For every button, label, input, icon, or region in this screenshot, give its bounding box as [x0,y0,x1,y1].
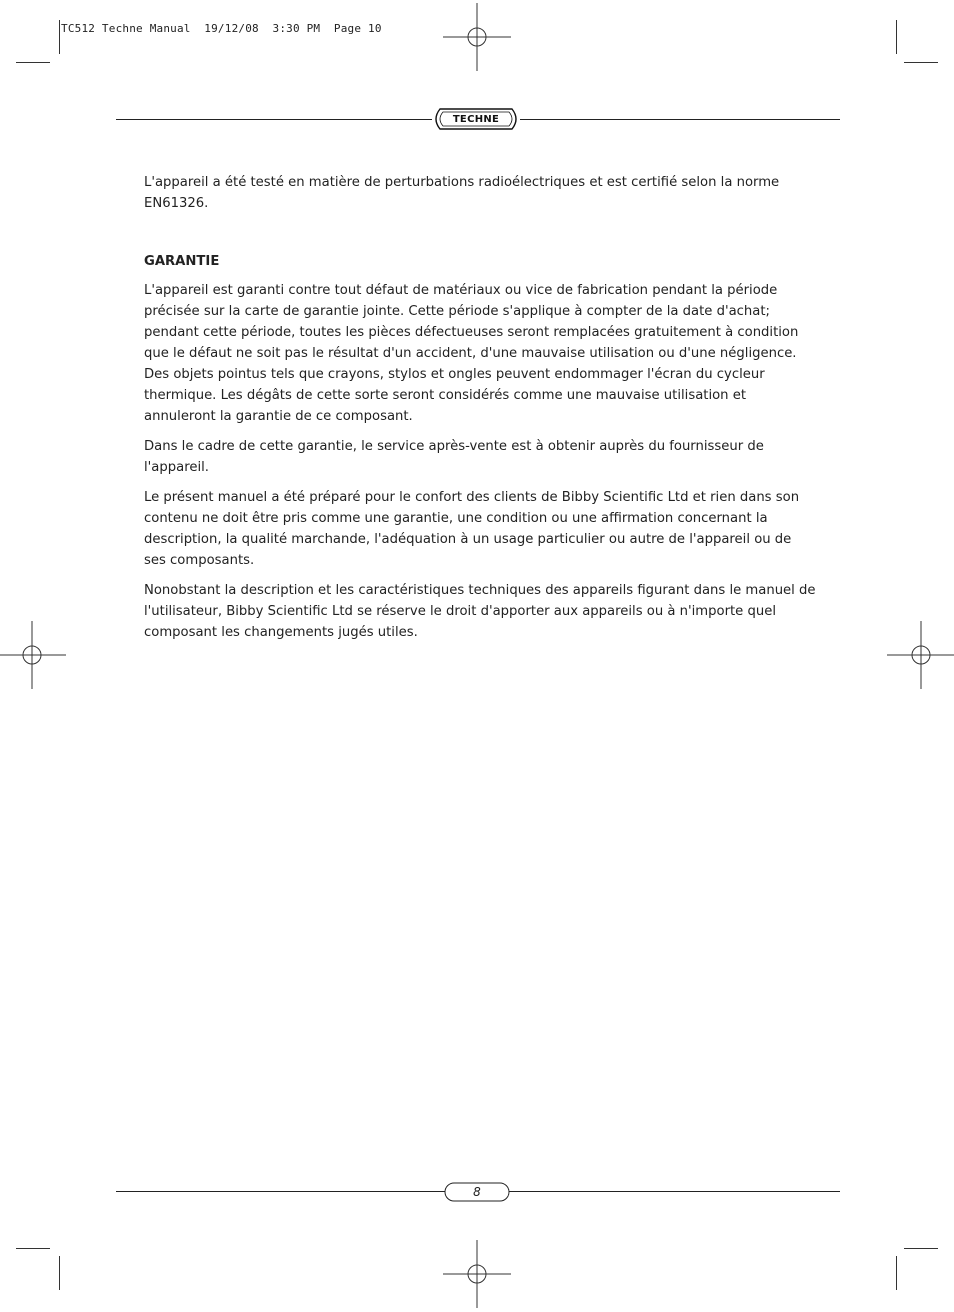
techne-logo [430,108,522,130]
crop-mark-bottom-right-v [896,1256,897,1290]
paragraph-4: Nonobstant la description et les caractéristiques techniques des appareils figurant dans le manuel de l'utilisateur, Bibby Scientific Ltd se réserve le droit d'apporter aux appareils ou à n'importe quel composant les changements jugés utiles. [144,583,816,640]
logo-text: TECHNE [452,113,500,125]
registration-mark-left [0,621,66,689]
crop-mark-top-left-h [16,62,50,63]
crop-mark-bottom-left-v [59,1256,60,1290]
header-rule-right [520,119,840,120]
registration-mark-top [443,3,511,71]
registration-mark-bottom [443,1240,511,1308]
crop-mark-bottom-right-h [904,1248,938,1249]
paragraph-3: Le présent manuel a été préparé pour le confort des clients de Bibby Scientific Ltd et rien dans son contenu ne doit être pris comme une garantie, une condition ou une affirmation concernant la description, la qualité marchande, l'adéquation à un usage particulier ou autre de l'appareil ou de ses composants. [144,490,800,568]
footer-rule-left [116,1191,446,1192]
print-slug: TC512 Techne Manual 19/12/08 3:30 PM Page 10 [61,22,382,35]
page-number: 8 [473,1185,481,1199]
registration-mark-right [887,621,954,689]
page-number-badge [444,1182,510,1202]
document-body [144,172,816,652]
header-rule-left [116,119,432,120]
paragraph-2: Dans le cadre de cette garantie, le service après-vente est à obtenir auprès du fournisseur de l'appareil. [144,439,764,475]
footer-rule-right [508,1191,840,1192]
intro-paragraph: L'appareil a été testé en matière de perturbations radioélectriques et est certifié selon la norme EN61326. [144,175,780,211]
crop-mark-top-left-v [59,20,60,54]
crop-mark-bottom-left-h [16,1248,50,1249]
crop-mark-top-right-v [896,20,897,54]
section-heading-garantie: GARANTIE [144,254,220,269]
crop-mark-top-right-h [904,62,938,63]
paragraph-1: L'appareil est garanti contre tout défaut de matériaux ou vice de fabrication pendant la période précisée sur la carte de garantie jointe. Cette période s'applique à compter de la date d'achat; pendant cette période, toutes les pièces défectueuses seront remplacées gratuitement à condition que le défaut ne soit pas le résultat d'un accident, d'une mauvaise utilisation ou d'une négligence. Des objets pointus tels que crayons, stylos et ongles peuvent endommager l'écran du cycleur thermique. Les dégâts de cette sorte seront considérés comme une mauvaise utilisation et annuleront la garantie de ce composant. [144,283,799,424]
